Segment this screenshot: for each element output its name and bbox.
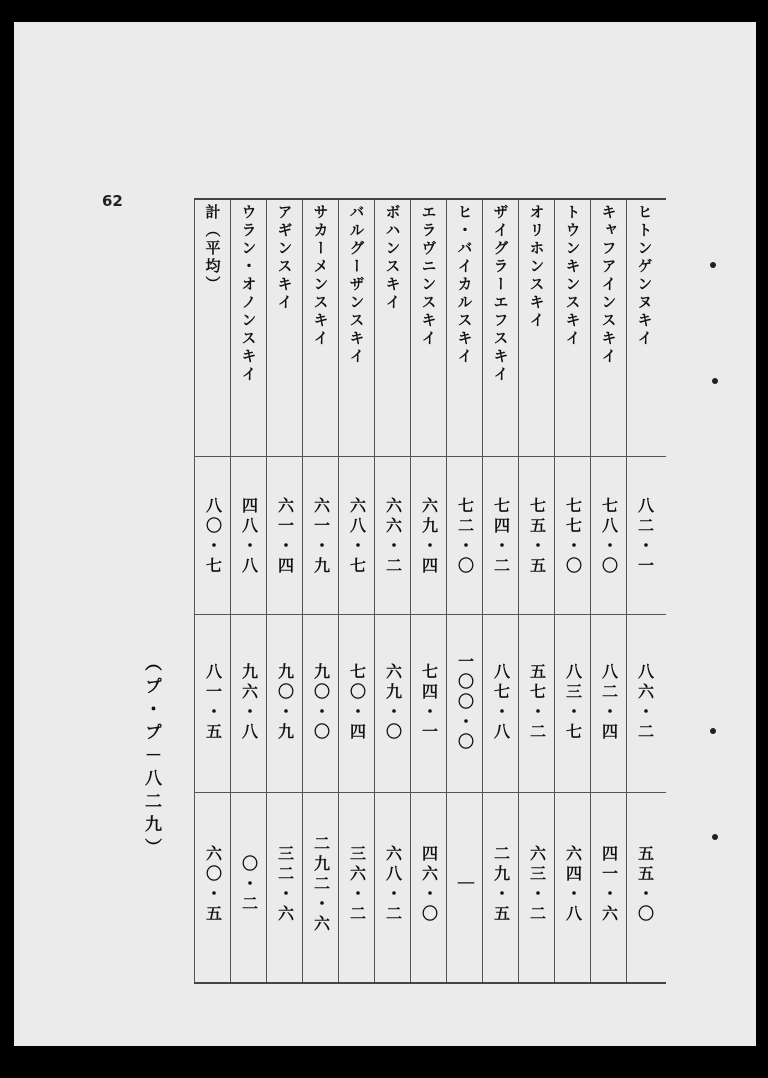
value-1: 六一・四 [275, 497, 295, 577]
value-1: 八二・一 [635, 497, 655, 577]
table-row [482, 200, 518, 982]
row-name: エラヴニンスキイ [419, 204, 438, 348]
table-row [590, 200, 626, 982]
table-row [626, 200, 662, 982]
punch-mark [710, 728, 716, 734]
value-2: 八一・五 [203, 663, 223, 743]
value-3: 二九二・六 [311, 835, 331, 935]
data-table [194, 198, 666, 984]
table-row [230, 200, 266, 982]
table-row [446, 200, 482, 982]
value-1: 四八・八 [239, 497, 259, 577]
value-2: 五七・二 [527, 663, 547, 743]
value-2: 八二・四 [599, 663, 619, 743]
value-2: 七〇・四 [347, 663, 367, 743]
table-row [554, 200, 590, 982]
value-2: 八六・二 [635, 663, 655, 743]
row-name: バルグーザンスキイ [347, 204, 366, 366]
value-3: 〇・二 [239, 855, 259, 915]
page-number: 62 [102, 192, 123, 210]
value-2: 九六・八 [239, 663, 259, 743]
value-3: 六四・八 [563, 845, 583, 925]
value-1: 七七・〇 [563, 497, 583, 577]
punch-mark [712, 378, 718, 384]
value-3: 三六・二 [347, 845, 367, 925]
source-note: （プ・プ－八二九） [141, 654, 161, 861]
value-3: 四一・六 [599, 845, 619, 925]
row-name: ザイグラーエフスキイ [491, 204, 510, 384]
table-row [194, 200, 230, 982]
value-2: 九〇・九 [275, 663, 295, 743]
document-page [14, 22, 756, 1046]
value-1: 七四・二 [491, 497, 511, 577]
value-1: 七八・〇 [599, 497, 619, 577]
value-1: 六九・四 [419, 497, 439, 577]
row-name: トウンキンスキイ [563, 204, 582, 348]
table-row [410, 200, 446, 982]
row-name: オリホンスキイ [527, 204, 546, 330]
row-name: アギンスキイ [275, 204, 294, 312]
value-3: 二九・五 [491, 845, 511, 925]
row-name: ヒ・バイカルスキイ [455, 204, 474, 366]
value-2: 七四・一 [419, 663, 439, 743]
row-name: ヒトンゲンヌキイ [635, 204, 654, 348]
value-2: 九〇・〇 [311, 663, 331, 743]
value-3: 六八・二 [383, 845, 403, 925]
value-2: 六九・〇 [383, 663, 403, 743]
row-name: キャフアインスキイ [599, 204, 618, 366]
value-3: ｜ [455, 875, 475, 895]
punch-mark [712, 834, 718, 840]
value-1: 七二・〇 [455, 497, 475, 577]
value-1: 八〇・七 [203, 497, 223, 577]
value-1: 七五・五 [527, 497, 547, 577]
row-name: サカーメンスキイ [311, 204, 330, 348]
row-name: ボハンスキイ [383, 204, 402, 312]
row-name: ウラン・オノンスキイ [239, 204, 258, 384]
table-row [302, 200, 338, 982]
table-row [518, 200, 554, 982]
value-3: 三二・六 [275, 845, 295, 925]
value-1: 六一・九 [311, 497, 331, 577]
table-row [338, 200, 374, 982]
value-1: 六八・七 [347, 497, 367, 577]
value-3: 六〇・五 [203, 845, 223, 925]
value-2: 一〇〇・〇 [455, 653, 475, 753]
punch-mark [710, 262, 716, 268]
table-row [266, 200, 302, 982]
table-row [374, 200, 410, 982]
value-1: 六六・二 [383, 497, 403, 577]
value-3: 六三・二 [527, 845, 547, 925]
value-3: 四六・〇 [419, 845, 439, 925]
value-2: 八七・八 [491, 663, 511, 743]
row-name: 計（平均） [203, 204, 222, 294]
value-3: 五五・〇 [635, 845, 655, 925]
value-2: 八三・七 [563, 663, 583, 743]
